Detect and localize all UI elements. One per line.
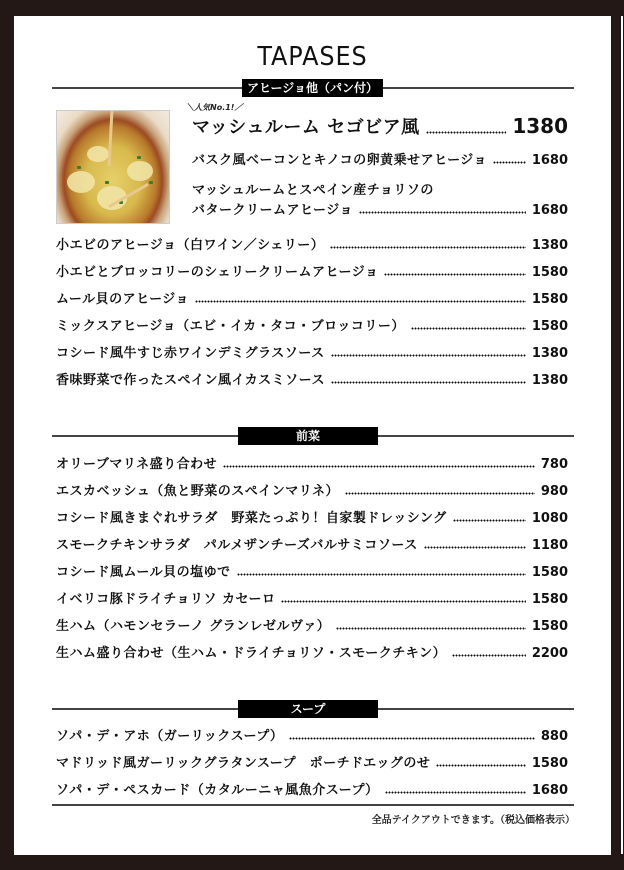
item-price: 780 bbox=[540, 457, 568, 472]
menu-item bbox=[56, 369, 568, 388]
takeout-footnote: 全品テイクアウトできます。（税込価格表示） bbox=[371, 815, 575, 826]
menu-item bbox=[56, 480, 568, 499]
dot-leader bbox=[345, 492, 535, 495]
menu-item bbox=[56, 588, 568, 607]
item-price: 1680 bbox=[531, 203, 568, 218]
item-name: コシード風ムール貝の塩ゆで bbox=[56, 565, 231, 580]
item-name: バスク風ベーコンとキノコの卵黄乗せアヒージョ bbox=[192, 153, 488, 168]
menu-item bbox=[192, 149, 568, 168]
section-label: アヒージョ他（パン付） bbox=[242, 79, 383, 97]
dot-leader bbox=[281, 600, 525, 603]
item-price: 1680 bbox=[531, 153, 568, 168]
item-name: マドリッド風ガーリックグラタンスープ ポーチドエッグのせ bbox=[56, 756, 431, 771]
item-name: ソパ・デ・ペスカード（カタルーニャ風魚介スープ） bbox=[56, 783, 379, 798]
dot-leader bbox=[223, 465, 535, 468]
dot-leader bbox=[331, 381, 526, 384]
menu-item bbox=[56, 507, 568, 526]
item-price: 1680 bbox=[531, 783, 568, 798]
menu-item bbox=[56, 534, 568, 553]
dot-leader bbox=[411, 327, 526, 330]
item-name: バタークリームアヒージョ bbox=[192, 203, 353, 218]
item-price: 1380 bbox=[531, 346, 568, 361]
item-price: 1580 bbox=[531, 565, 568, 580]
item-name: オリーブマリネ盛り合わせ bbox=[56, 457, 218, 472]
menu-page bbox=[14, 16, 611, 855]
bottom-rule bbox=[52, 804, 574, 806]
dot-leader bbox=[426, 131, 507, 134]
menu-item bbox=[56, 234, 568, 253]
item-price: 1580 bbox=[531, 292, 568, 307]
section-header-soup bbox=[52, 700, 574, 718]
dot-leader bbox=[330, 246, 526, 249]
item-price: 880 bbox=[540, 729, 568, 744]
item-price: 1080 bbox=[531, 511, 568, 526]
dot-leader bbox=[331, 354, 526, 357]
item-name: 生ハム（ハモンセラーノ グランレゼルヴァ） bbox=[56, 619, 331, 634]
item-name: 香味野菜で作ったスペイン風イカスミソース bbox=[56, 373, 325, 388]
popular-no1-badge: ＼人気No.1!／ bbox=[186, 103, 243, 112]
ajillo-photo bbox=[56, 110, 170, 224]
item-price: 1380 bbox=[531, 373, 568, 388]
dot-leader bbox=[289, 737, 534, 740]
menu-item bbox=[56, 642, 568, 661]
item-price: 1580 bbox=[531, 592, 568, 607]
item-price: 980 bbox=[540, 484, 568, 499]
menu-item bbox=[56, 261, 568, 280]
dot-leader bbox=[195, 300, 526, 303]
item-name: ムール貝のアヒージョ bbox=[56, 292, 190, 307]
item-price: 1180 bbox=[531, 538, 568, 553]
menu-item bbox=[56, 453, 568, 472]
menu-item bbox=[56, 315, 568, 334]
dot-leader bbox=[359, 211, 526, 214]
item-name: ソパ・デ・アホ（ガーリックスープ） bbox=[56, 729, 284, 744]
dot-leader bbox=[385, 791, 526, 794]
item-name: 小エビとブロッコリーのシェリークリームアヒージョ bbox=[56, 265, 379, 280]
menu-item-featured bbox=[192, 113, 568, 139]
dot-leader bbox=[452, 654, 526, 657]
section-header-appetizers bbox=[52, 427, 574, 445]
menu-item bbox=[56, 725, 568, 744]
item-name: 生ハム盛り合わせ（生ハム・ドライチョリソ・スモークチキン） bbox=[56, 646, 447, 661]
item-name-line1: マッシュルームとスペイン産チョリソの bbox=[192, 183, 434, 198]
item-price: 1580 bbox=[531, 756, 568, 771]
item-name: スモークチキンサラダ パルメザンチーズバルサミコソース bbox=[56, 538, 418, 553]
dot-leader bbox=[436, 764, 525, 767]
item-name: エスカベッシュ（魚と野菜のスペインマリネ） bbox=[56, 484, 339, 499]
dot-leader bbox=[336, 627, 526, 630]
dot-leader bbox=[493, 161, 526, 164]
item-name: ミックスアヒージョ（エビ・イカ・タコ・ブロッコリー） bbox=[56, 319, 405, 334]
item-name: コシード風きまぐれサラダ 野菜たっぷり！自家製ドレッシング bbox=[56, 511, 447, 526]
menu-item bbox=[56, 615, 568, 634]
menu-item bbox=[56, 561, 568, 580]
dot-leader bbox=[424, 546, 526, 549]
menu-item bbox=[56, 779, 568, 798]
dot-leader bbox=[453, 519, 526, 522]
menu-item bbox=[56, 342, 568, 361]
frame-edge-line bbox=[621, 16, 623, 854]
menu-title: TAPASES bbox=[257, 42, 368, 72]
item-price: 1580 bbox=[531, 319, 568, 334]
item-name: 小エビのアヒージョ（白ワイン／シェリー） bbox=[56, 238, 325, 253]
item-price: 1580 bbox=[531, 619, 568, 634]
section-label: 前菜 bbox=[238, 427, 378, 445]
menu-item bbox=[56, 752, 568, 771]
section-label: スープ bbox=[238, 700, 378, 718]
item-price: 2200 bbox=[531, 646, 568, 661]
dot-leader bbox=[384, 273, 525, 276]
item-name: コシード風牛すじ赤ワインデミグラスソース bbox=[56, 346, 325, 361]
item-price: 1380 bbox=[531, 238, 568, 253]
item-name: イベリコ豚ドライチョリソ カセーロ bbox=[56, 592, 276, 607]
item-price: 1380 bbox=[512, 114, 568, 138]
menu-item bbox=[192, 199, 568, 218]
menu-item bbox=[56, 288, 568, 307]
dot-leader bbox=[237, 573, 526, 576]
item-price: 1580 bbox=[531, 265, 568, 280]
item-name: マッシュルーム セゴビア風 bbox=[192, 117, 420, 138]
section-header-ajillo bbox=[52, 79, 574, 97]
